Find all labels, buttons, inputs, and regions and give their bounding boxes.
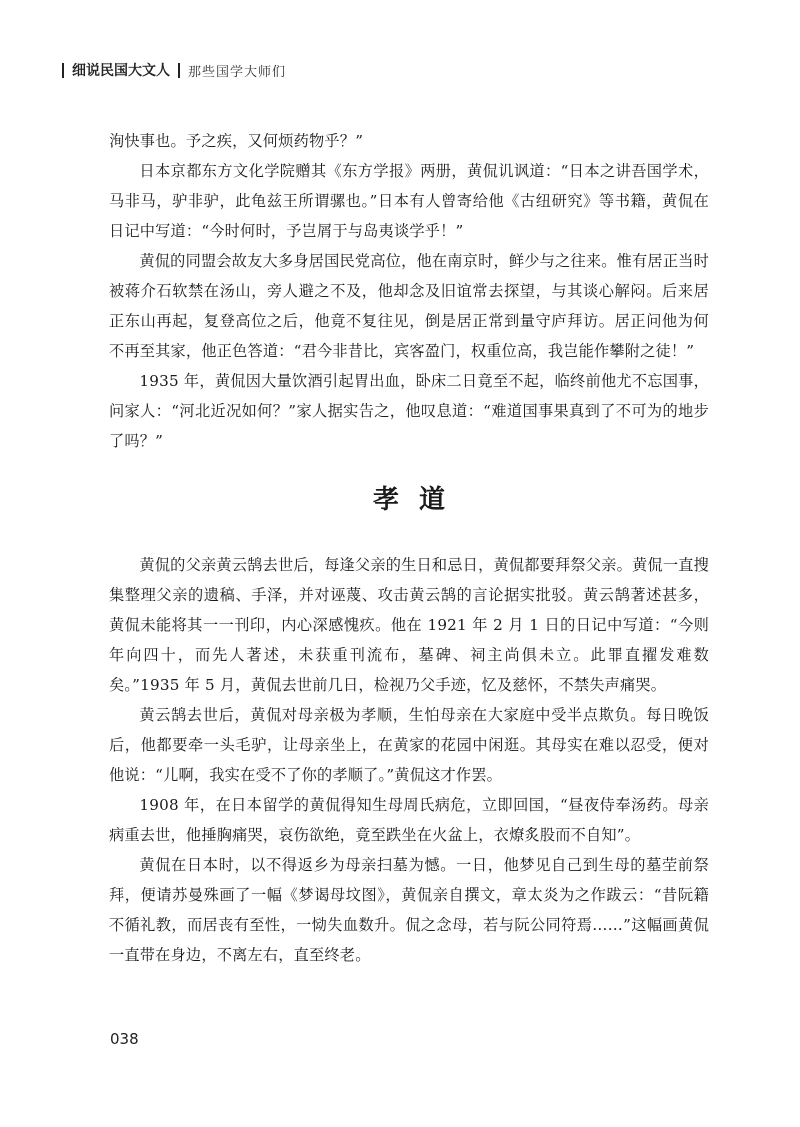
paragraph: 黄云鹄去世后，黄侃对母亲极为孝顺，生怕母亲在大家庭中受半点欺负。每日晚饭后，他都要牵一头毛驴，让母亲坐上，在黄家的花园中闲逛。其母实在难以忍受，便对他说：“儿啊，我实在受不了你的孝顺了。”黄侃这才作罢。: [109, 706, 709, 784]
paragraph: 洵快事也。予之疾，又何烦药物乎？”: [109, 132, 364, 150]
volume-title: 那些国学大师们: [188, 64, 287, 80]
book-title: 细说民国大文人: [72, 63, 170, 79]
paragraph: 1908 年，在日本留学的黄侃得知生母周氏病危，立即回国，“昼夜侍奉汤药。母亲病重去世，他捶胸痛哭，哀伤欲绝，竟至跌坐在火盆上，衣燎炙股而不自知”。: [109, 796, 709, 844]
running-header: [62, 60, 286, 80]
paragraph: 黄侃的同盟会故友大多身居国民党高位，他在南京时，鲜少与之往来。惟有居正当时被蒋介石软禁在汤山，旁人避之不及，他却念及旧谊常去探望，与其谈心解闷。后来居正东山再起，复登高位之后，他竟不复往见，倒是居正常到量守庐拜访。居正问他为何不再至其家，他正色答道：“君今非昔比，宾客盈门，权重位高，我岂能作攀附之徒！”: [109, 252, 709, 360]
paragraph: 日本京都东方文化学院赠其《东方学报》两册，黄侃讥讽道：“日本之讲吾国学术，马非马，驴非驴，此龟兹王所谓骡也。”日本有人曾寄给他《古纽研究》等书籍，黄侃在日记中写道：“今时何时，予岂屑于与岛夷谈学乎！”: [109, 162, 709, 240]
section-heading: 孝道: [372, 485, 465, 515]
header-divider: [178, 63, 180, 78]
paragraph: 黄侃在日本时，以不得返乡为母亲扫墓为憾。一日，他梦见自己到生母的墓茔前祭拜，便请苏曼殊画了一幅《梦谒母坟图》，黄侃亲自撰文，章太炎为之作跋云：“昔阮籍不循礼教，而居丧有至性，一恸失血数升。侃之念母，若与阮公同符焉……”这幅画黄侃一直带在身边，不离左右，直至终老。: [109, 856, 709, 964]
paragraph: 1935 年，黄侃因大量饮酒引起胃出血，卧床二日竟至不起，临终前他尤不忘国事，问家人：“河北近况如何？”家人据实告之，他叹息道：“难道国事果真到了不可为的地步了吗？”: [109, 372, 709, 450]
header-divider: [62, 63, 64, 78]
page-body: [109, 126, 709, 970]
page-number: 038: [110, 1030, 139, 1048]
paragraph: 黄侃的父亲黄云鹄去世后，每逢父亲的生日和忌日，黄侃都要拜祭父亲。黄侃一直搜集整理父亲的遗稿、手泽，并对诬蔑、攻击黄云鹄的言论据实批驳。黄云鹄著述甚多，黄侃未能将其一一刊印，内心深感愧疚。他在 1921 年 2 月 1 日的日记中写道：“今则年向四十，而先人著述，未获重刊流布，墓碑、祠主尚俱未立。此罪直擢发难数矣。”1935 年 5 月，黄侃去世前几日，检视乃父手迹，忆及慈怀，不禁失声痛哭。: [109, 556, 709, 694]
